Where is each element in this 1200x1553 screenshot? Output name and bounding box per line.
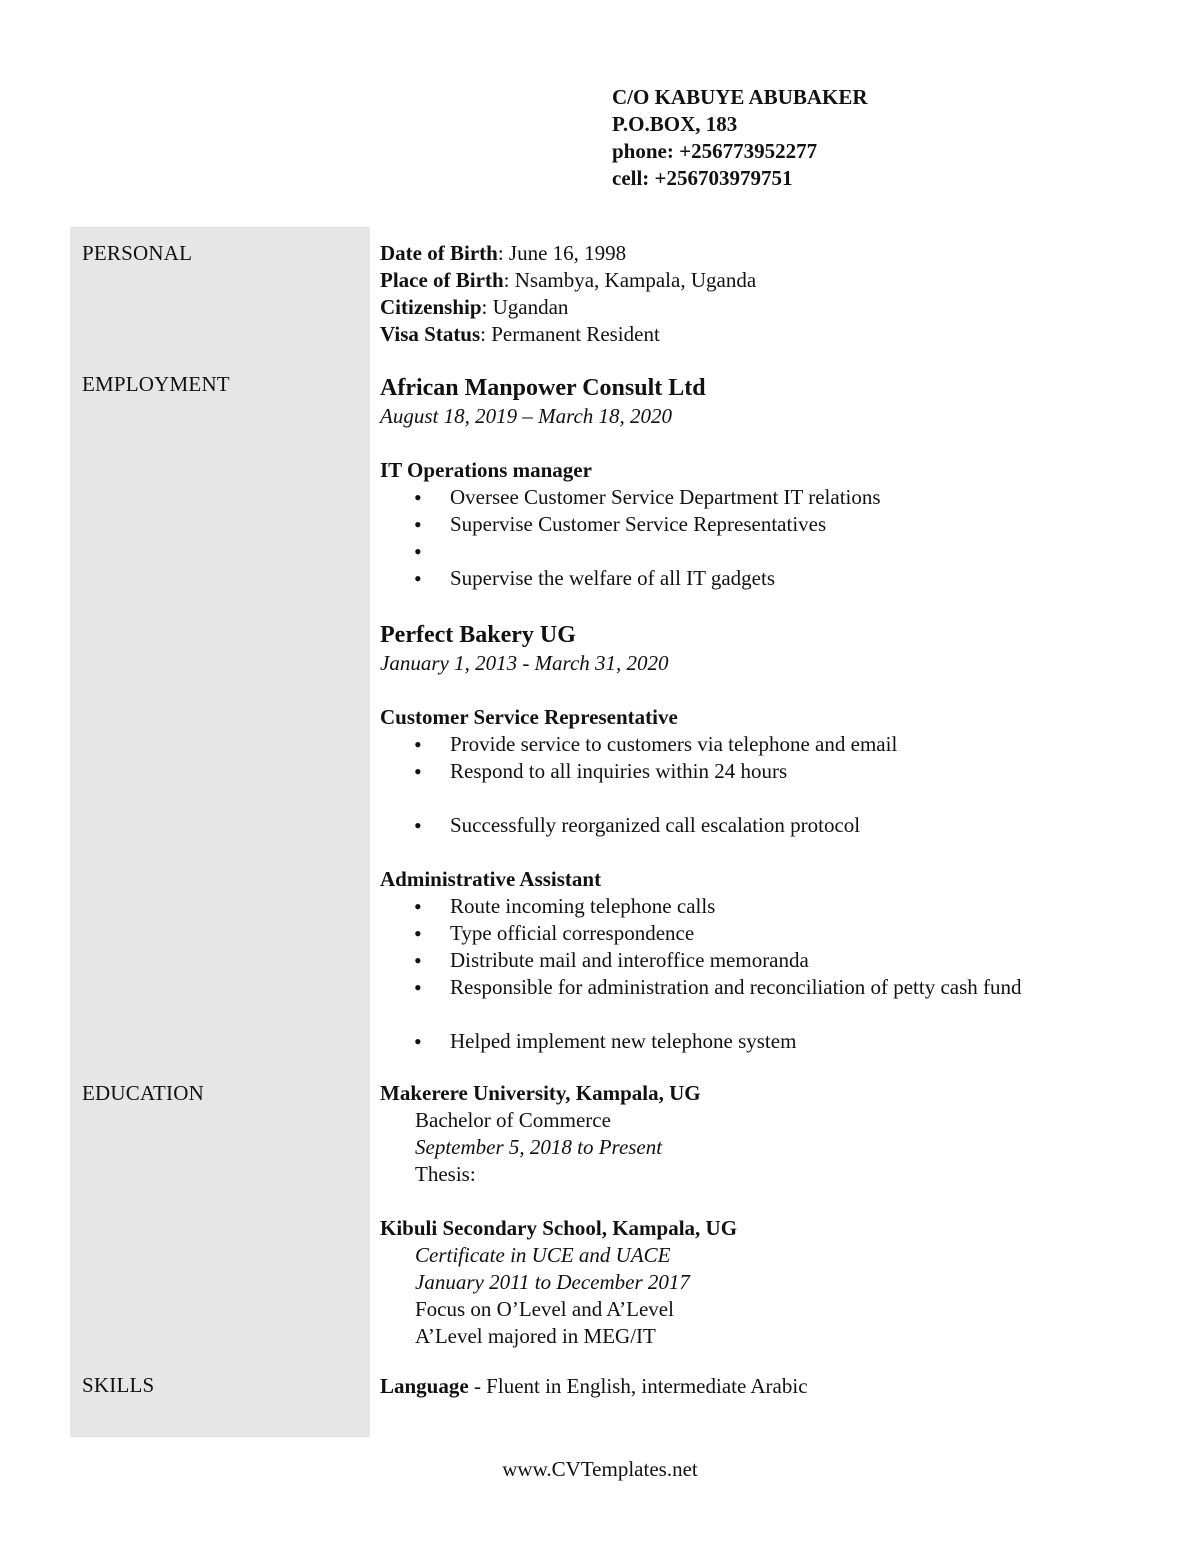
pob-label: Place of Birth [380,268,504,292]
section-label-personal: PERSONAL [82,241,193,265]
list-item: • Distribute mail and interoffice memoranda [414,947,1022,974]
visa-value: : Permanent Resident [480,322,660,346]
list-item: • Successfully reorganized call escalation protocol [414,812,1022,839]
section-sidebar [70,227,370,1437]
list-item: • Route incoming telephone calls [414,893,1022,920]
job-2-role-1-achievements [380,812,1022,839]
pob-row [380,267,756,294]
school-2-dates: January 2011 to December 2017 [415,1270,690,1294]
header-cell: cell: +256703979751 [612,166,793,190]
list-item: • Type official correspondence [414,920,1022,947]
header-phone: phone: +256773952277 [612,139,818,163]
list-item: • Supervise the welfare of all IT gadgets [414,565,881,592]
list-item: • Provide service to customers via telephone and email [414,731,1022,758]
list-item: • Responsible for administration and reconciliation of petty cash fund [414,974,1022,1001]
job-1-role: IT Operations manager [380,458,592,482]
dob-row [380,240,756,267]
school-2-focus: Focus on O’Level and A’Level [415,1297,674,1321]
list-item: • Oversee Customer Service Department IT relations [414,484,881,511]
personal-details [380,240,756,348]
school-2-major: A’Level majored in MEG/IT [415,1324,656,1348]
skills-details [380,1373,808,1400]
school-2-name: Kibuli Secondary School, Kampala, UG [380,1216,738,1240]
school-2-certificate: Certificate in UCE and UACE [415,1243,671,1267]
school-1-degree: Bachelor of Commerce [415,1108,611,1132]
visa-row [380,321,756,348]
citizenship-label: Citizenship [380,295,482,319]
pob-value: : Nsambya, Kampala, Uganda [503,268,757,292]
job-2 [380,620,1022,1055]
school-1-dates: September 5, 2018 to Present [415,1135,663,1159]
school-1-thesis: Thesis: [415,1162,476,1186]
header-name: C/O KABUYE ABUBAKER [612,85,868,109]
job-1-company: African Manpower Consult Ltd [380,375,706,401]
job-2-company: Perfect Bakery UG [380,622,576,648]
job-1-dates: August 18, 2019 – March 18, 2020 [380,404,673,428]
job-1 [380,373,881,592]
list-item: • Helped implement new telephone system [414,1028,1022,1055]
citizenship-value: : Ugandan [481,295,569,319]
job-2-role-1-duties [380,731,1022,785]
section-label-employment: EMPLOYMENT [82,372,230,396]
skill-value: - Fluent in English, intermediate Arabic [468,1374,808,1398]
section-label-education: EDUCATION [82,1081,204,1105]
visa-label: Visa Status [380,322,481,346]
citizenship-row [380,294,756,321]
job-2-role-1: Customer Service Representative [380,705,678,729]
list-item: • Supervise Customer Service Representatives [414,511,881,538]
job-2-dates: January 1, 2013 - March 31, 2020 [380,651,669,675]
section-label-skills: SKILLS [82,1373,155,1397]
school-1-name: Makerere University, Kampala, UG [380,1081,701,1105]
dob-label: Date of Birth [380,241,498,265]
job-2-role-2: Administrative Assistant [380,867,602,891]
job-2-role-2-achievements [380,1028,1022,1055]
job-2-role-2-duties [380,893,1022,1001]
list-item: • Respond to all inquiries within 24 hours [414,758,1022,785]
footer-url[interactable]: www.CVTemplates.net [502,1457,698,1481]
job-1-duties [380,484,881,592]
contact-header [612,84,868,192]
education-details [380,1080,737,1350]
dob-value: : June 16, 1998 [497,241,627,265]
header-pobox: P.O.BOX, 183 [612,112,738,136]
skill-label: Language [380,1374,469,1398]
